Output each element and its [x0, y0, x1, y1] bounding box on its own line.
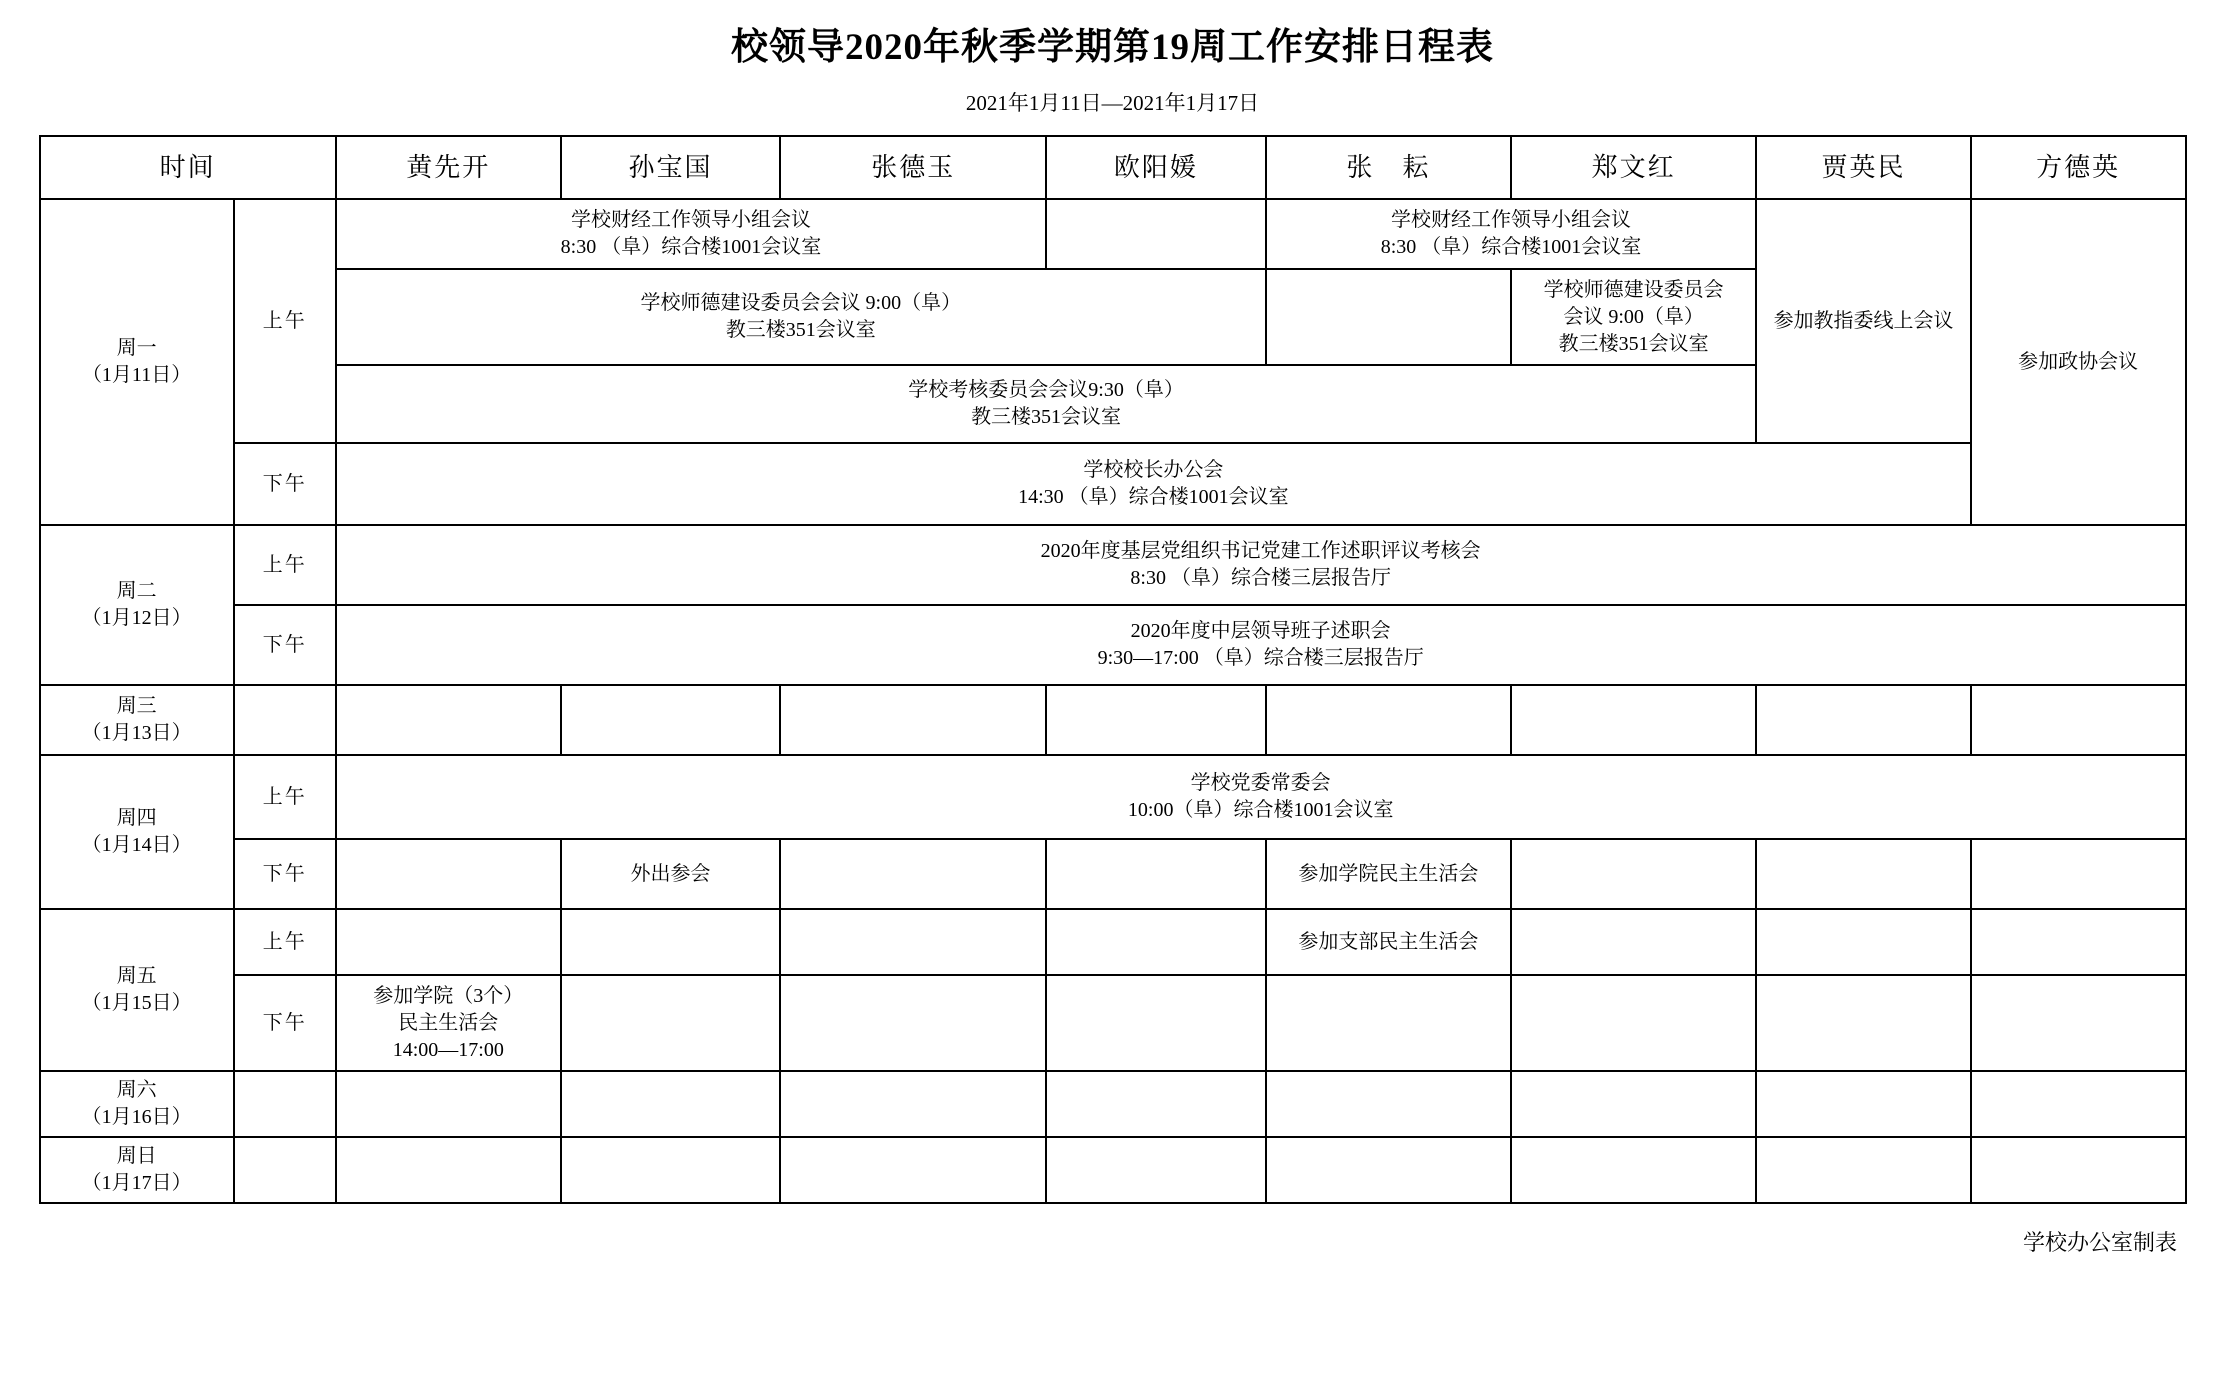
day-name: 周四	[116, 807, 157, 830]
cell-friday-am-ouyang-empty	[1046, 909, 1266, 975]
cell-thursday-pm-jia-empty	[1756, 839, 1971, 909]
day-date: （1月14日）	[81, 834, 192, 857]
header-leader-sunbaoguo: 孙宝国	[561, 136, 781, 199]
header-leader-huangxiankai: 黄先开	[336, 136, 561, 199]
event-monday-pm-president-office	[336, 443, 1971, 525]
header-leader-jiayingmin: 贾英民	[1756, 136, 1971, 199]
event-line-2: 9:30—17:00 （阜）综合楼三层报告厅	[1097, 647, 1424, 670]
cell-wednesday-fang-empty	[1971, 685, 2186, 755]
event-monday-am-finance-right	[1266, 199, 1757, 269]
event-line-1: 学校考核委员会会议9:30（阜）	[908, 379, 1184, 402]
event-line-1: 学校党委常委会	[1190, 772, 1331, 795]
cell-saturday-zhangdeyu-empty	[780, 1071, 1046, 1137]
event-monday-am-jia-online: 参加教指委线上会议	[1756, 199, 1971, 443]
day-date: （1月16日）	[81, 1106, 192, 1129]
cell-friday-pm-ouyang-empty	[1046, 975, 1266, 1071]
cell-wednesday-huang-empty	[336, 685, 561, 755]
event-friday-am-zhangyun-branch-democratic-life: 参加支部民主生活会	[1266, 909, 1511, 975]
cell-saturday-fang-empty	[1971, 1071, 2186, 1137]
cell-thursday-pm-huang-empty	[336, 839, 561, 909]
cell-wednesday-sun-empty	[561, 685, 781, 755]
cell-saturday-zheng-empty	[1511, 1071, 1756, 1137]
event-line-2: 14:30 （阜）综合楼1001会议室	[1018, 486, 1289, 509]
cell-wednesday-zhangyun-empty	[1266, 685, 1511, 755]
event-line-2: 会议 9:00（阜）	[1563, 305, 1704, 328]
event-line-2: 8:30 （阜）综合楼1001会议室	[1380, 236, 1642, 259]
day-name: 周二	[116, 580, 157, 603]
day-date: （1月13日）	[81, 722, 192, 745]
event-thursday-pm-sun-out: 外出参会	[561, 839, 781, 909]
header-time: 时间	[40, 136, 336, 199]
event-line-2: 8:30 （阜）综合楼1001会议室	[560, 236, 822, 259]
cell-wednesday-zhangdeyu-empty	[780, 685, 1046, 755]
cell-friday-pm-zheng-empty	[1511, 975, 1756, 1071]
day-date: （1月15日）	[81, 992, 192, 1015]
footer-note: 学校办公室制表	[2022, 1230, 2177, 1256]
cell-saturday-zhangyun-empty	[1266, 1071, 1511, 1137]
event-thursday-am-party-standing-committee	[336, 755, 2186, 839]
cell-wednesday-ouyang-empty	[1046, 685, 1266, 755]
cell-friday-am-fang-empty	[1971, 909, 2186, 975]
event-line-1: 参加学院（3个）	[373, 984, 524, 1007]
cell-sunday-fang-empty	[1971, 1137, 2186, 1203]
header-leader-fangdeying: 方德英	[1971, 136, 2186, 199]
table-row	[40, 755, 2186, 839]
cell-saturday-sun-empty	[561, 1071, 781, 1137]
date-range-subtitle: 2021年1月11日—2021年1月17日	[965, 91, 1260, 116]
day-date: （1月17日）	[81, 1172, 192, 1195]
cell-thursday-pm-zheng-empty	[1511, 839, 1756, 909]
table-row	[40, 199, 2186, 269]
event-line-1: 学校师德建设委员会	[1543, 278, 1724, 301]
period-label-tuesday-pm: 下午	[234, 605, 336, 685]
day-label-wednesday	[40, 685, 234, 755]
cell-friday-pm-zhangyun-empty	[1266, 975, 1511, 1071]
page-title: 校领导2020年秋季学期第19周工作安排日程表	[731, 27, 1494, 68]
cell-saturday-ouyang-empty	[1046, 1071, 1266, 1137]
cell-sunday-zhangyun-empty	[1266, 1137, 1511, 1203]
schedule-page	[0, 24, 2225, 1394]
event-monday-am-moral-committee	[336, 269, 1266, 365]
cell-wednesday-jia-empty	[1756, 685, 1971, 755]
cell-monday-am-ouyang-empty	[1046, 199, 1266, 269]
table-row	[40, 605, 2186, 685]
cell-thursday-pm-fang-empty	[1971, 839, 2186, 909]
day-date: （1月11日）	[81, 364, 192, 387]
header-leader-zhangyun: 张 耘	[1266, 136, 1511, 199]
day-name: 周一	[116, 337, 157, 360]
cell-saturday-jia-empty	[1756, 1071, 1971, 1137]
period-label-monday-am: 上午	[234, 199, 336, 443]
event-line-1: 学校校长办公会	[1083, 459, 1224, 482]
event-tuesday-am-party-review	[336, 525, 2186, 605]
event-line-2: 10:00（阜）综合楼1001会议室	[1127, 799, 1394, 822]
table-row	[40, 1137, 2186, 1203]
table-row	[40, 1071, 2186, 1137]
cell-saturday-period-empty	[234, 1071, 336, 1137]
day-name: 周日	[116, 1145, 157, 1168]
cell-sunday-jia-empty	[1756, 1137, 1971, 1203]
cell-friday-am-zhangdeyu-empty	[780, 909, 1046, 975]
cell-friday-pm-sun-empty	[561, 975, 781, 1071]
period-label-friday-pm: 下午	[234, 975, 336, 1071]
event-line-2: 教三楼351会议室	[971, 406, 1122, 429]
cell-friday-am-sun-empty	[561, 909, 781, 975]
cell-monday-am-zhangyun-empty	[1266, 269, 1511, 365]
cell-sunday-sun-empty	[561, 1137, 781, 1203]
weekly-schedule-table	[39, 135, 2187, 1204]
event-line-2: 教三楼351会议室	[725, 319, 876, 342]
event-line-1: 2020年度中层领导班子述职会	[1130, 620, 1391, 643]
cell-thursday-pm-ouyang-empty	[1046, 839, 1266, 909]
header-leader-zhangdeyu: 张德玉	[780, 136, 1046, 199]
period-label-monday-pm: 下午	[234, 443, 336, 525]
day-name: 周六	[116, 1079, 157, 1102]
table-row	[40, 685, 2186, 755]
day-label-friday	[40, 909, 234, 1071]
event-monday-am-finance-left	[336, 199, 1046, 269]
event-monday-am-moral-committee-zheng	[1511, 269, 1756, 365]
table-row	[40, 909, 2186, 975]
table-row	[40, 839, 2186, 909]
event-line-3: 教三楼351会议室	[1558, 332, 1709, 355]
cell-friday-am-zheng-empty	[1511, 909, 1756, 975]
cell-friday-pm-fang-empty	[1971, 975, 2186, 1071]
cell-thursday-pm-zhangdeyu-empty	[780, 839, 1046, 909]
event-monday-am-assessment-committee	[336, 365, 1756, 443]
event-line-1: 2020年度基层党组织书记党建工作述职评议考核会	[1040, 540, 1481, 563]
period-label-friday-am: 上午	[234, 909, 336, 975]
cell-friday-am-huang-empty	[336, 909, 561, 975]
cell-friday-am-jia-empty	[1756, 909, 1971, 975]
event-monday-fang-cppcc: 参加政协会议	[1971, 199, 2186, 525]
table-row	[40, 525, 2186, 605]
day-date: （1月12日）	[81, 607, 192, 630]
cell-sunday-zhangdeyu-empty	[780, 1137, 1046, 1203]
day-label-thursday	[40, 755, 234, 909]
event-line-2: 8:30 （阜）综合楼三层报告厅	[1130, 567, 1391, 590]
header-leader-ouyangyuan: 欧阳媛	[1046, 136, 1266, 199]
cell-saturday-huang-empty	[336, 1071, 561, 1137]
day-label-tuesday	[40, 525, 234, 685]
cell-sunday-period-empty	[234, 1137, 336, 1203]
event-line-1: 学校财经工作领导小组会议	[570, 209, 811, 232]
table-row	[40, 975, 2186, 1071]
event-line-1: 学校师德建设委员会会议 9:00（阜）	[640, 292, 962, 315]
cell-friday-pm-jia-empty	[1756, 975, 1971, 1071]
day-label-monday	[40, 199, 234, 525]
cell-friday-pm-zhangdeyu-empty	[780, 975, 1046, 1071]
event-line-2: 民主生活会	[398, 1011, 499, 1034]
day-name: 周三	[116, 695, 157, 718]
header-leader-zhengwenhong: 郑文红	[1511, 136, 1756, 199]
period-label-tuesday-am: 上午	[234, 525, 336, 605]
period-label-thursday-pm: 下午	[234, 839, 336, 909]
event-line-1: 学校财经工作领导小组会议	[1391, 209, 1632, 232]
cell-wednesday-period-empty	[234, 685, 336, 755]
cell-sunday-ouyang-empty	[1046, 1137, 1266, 1203]
table-header-row	[40, 136, 2186, 199]
day-label-sunday	[40, 1137, 234, 1203]
cell-sunday-huang-empty	[336, 1137, 561, 1203]
table-row	[40, 443, 2186, 525]
event-line-3: 14:00—17:00	[392, 1038, 504, 1061]
period-label-thursday-am: 上午	[234, 755, 336, 839]
cell-sunday-zheng-empty	[1511, 1137, 1756, 1203]
day-name: 周五	[116, 965, 157, 988]
event-thursday-pm-zhangyun-democratic-life: 参加学院民主生活会	[1266, 839, 1511, 909]
day-label-saturday	[40, 1071, 234, 1137]
event-tuesday-pm-leadership-report	[336, 605, 2186, 685]
cell-wednesday-zheng-empty	[1511, 685, 1756, 755]
event-friday-pm-huang-democratic-life	[336, 975, 561, 1071]
